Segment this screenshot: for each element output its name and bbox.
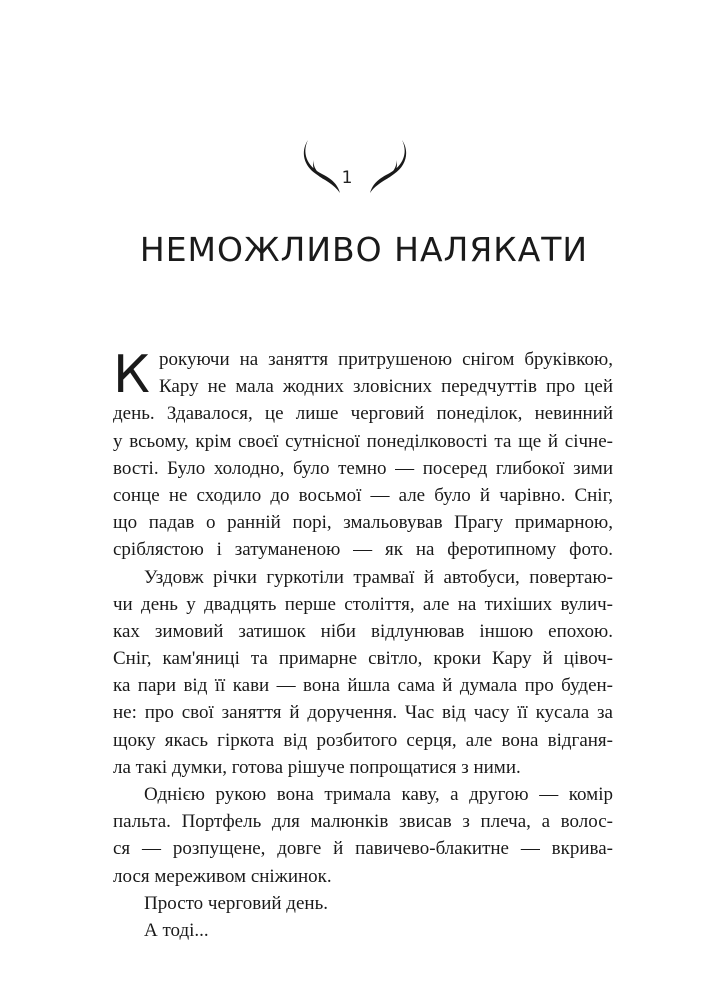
text-line: Просто черговий день. — [144, 892, 328, 914]
text-line: Однією рукою вона тримала каву, а другою — комір — [144, 784, 613, 805]
chapter-title: НЕМОЖЛИВО НАЛЯКАТИ — [139, 230, 589, 269]
text-line: Кару не мала жодних зловісних передчуттів про цей — [159, 376, 613, 398]
chapter-ornament — [0, 138, 728, 198]
text-line: у всьому, крім своєї сутнісної понеділковості та ще й січне- — [113, 430, 613, 452]
text-line: лося мереживом сніжинок. — [113, 865, 332, 887]
flourish-right-icon — [366, 138, 410, 194]
text-line: Уздовж річки гуркотіли трамваї й автобуси, повертаю- — [144, 566, 613, 588]
text-line: сонце не сходило до восьмої — але було й чарівно. Сніг, — [113, 484, 613, 506]
text-line: щоку якась гіркота від розбитого серця, але вона відганя- — [113, 729, 613, 751]
text-line: сріблястою і затуманеною — як на феротипному фото. — [113, 539, 613, 561]
text-line: ка пари від її кави — вона йшла сама й думала про буден- — [113, 675, 613, 697]
text-line: Сніг, кам'яниці та примарне світло, кроки Кару й цівоч- — [113, 648, 613, 670]
drop-cap: К — [113, 345, 150, 405]
text-line: пальта. Портфель для малюнків звисав з плеча, а волос- — [113, 811, 613, 833]
text-line: що падав о ранній порі, змальовував Прагу примарною, — [113, 512, 613, 534]
text-line: А тоді... — [144, 919, 209, 941]
text-line: ках зимовий затишок ніби відлунював іншою епохою. — [113, 620, 613, 642]
text-line: день. Здавалося, це лише черговий понеділок, невинний — [113, 403, 613, 425]
text-line: вості. Було холодно, було темно — посеред глибокої зими — [113, 457, 613, 479]
text-line: ся — розпущене, довге й павичево-блакитне — вкрива- — [113, 838, 613, 860]
text-line: чи день у двадцять перше століття, але на тихіших вулич- — [113, 593, 613, 615]
chapter-number: 1 — [341, 168, 353, 188]
chapter-body — [113, 346, 613, 944]
text-line: ла такі думки, готова рішуче попрощатися з ними. — [113, 756, 521, 778]
text-line: не: про свої заняття й доручення. Час від часу її кусала за — [113, 702, 613, 724]
text-line: рокуючи на заняття притрушеною снігом бруківкою, — [159, 349, 613, 370]
